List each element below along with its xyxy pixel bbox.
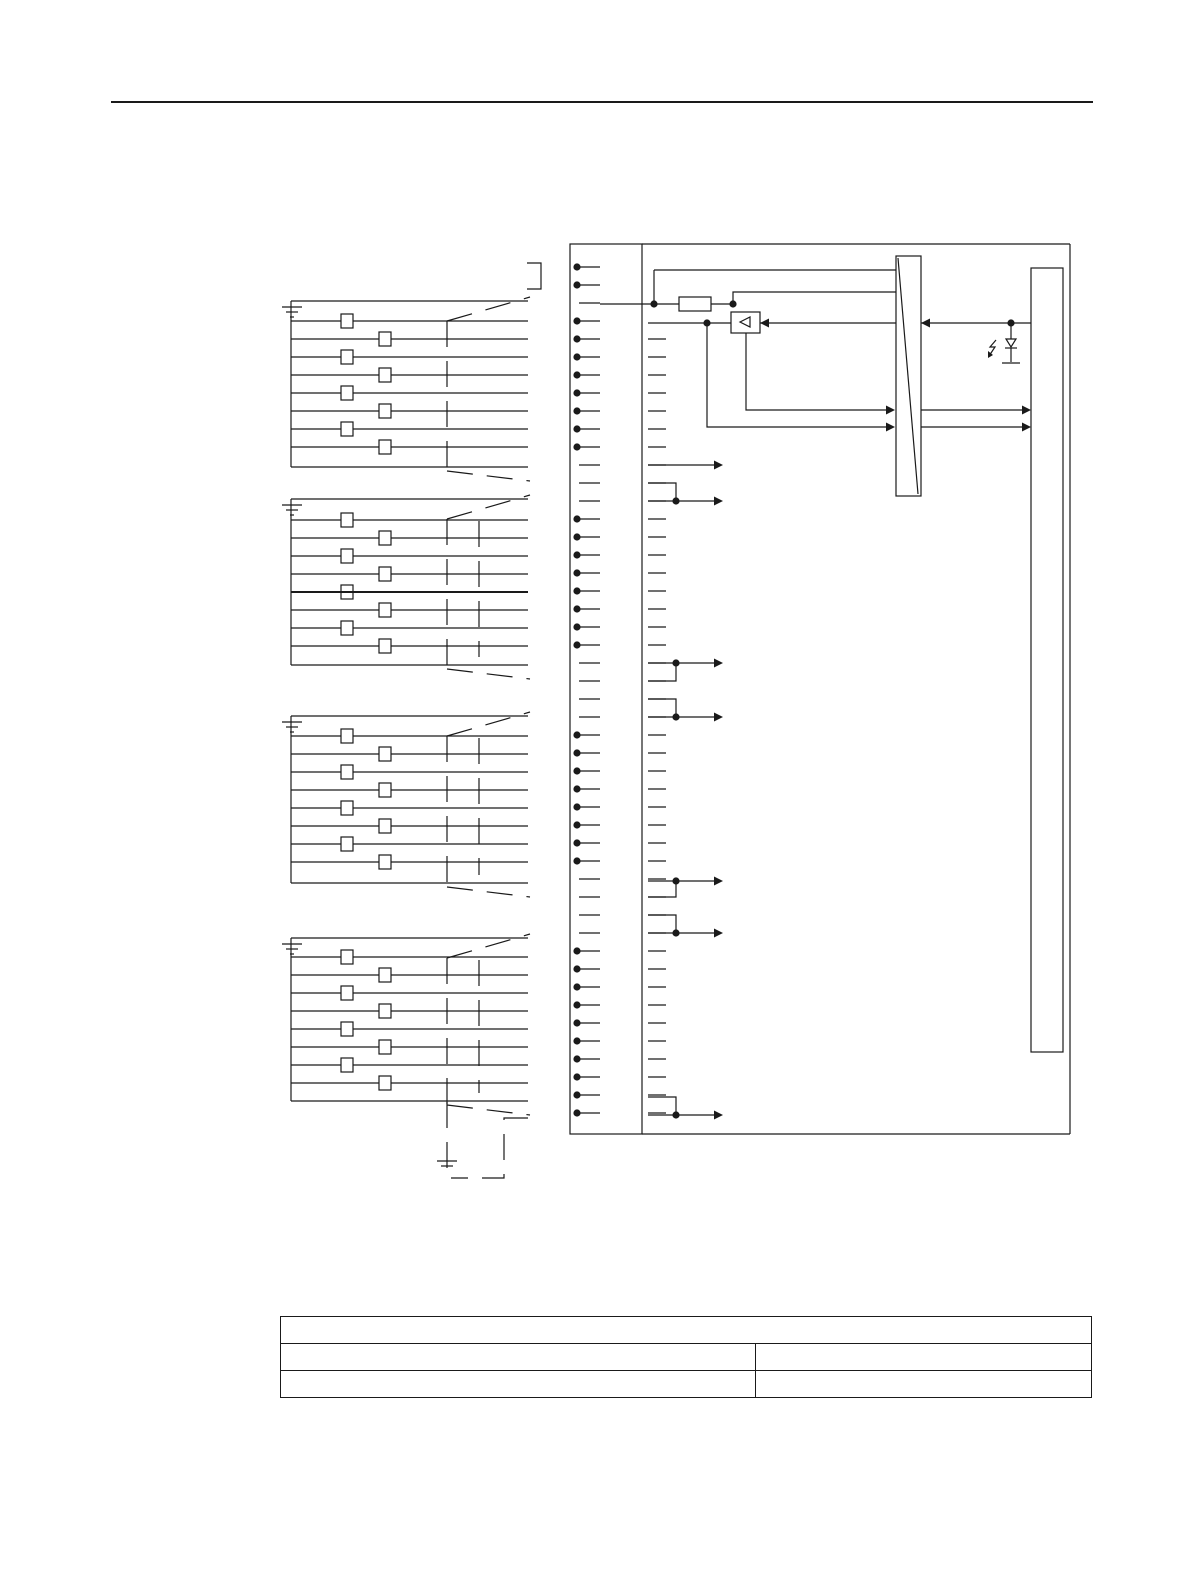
signal-line bbox=[733, 292, 896, 304]
output-line bbox=[648, 881, 676, 897]
junction-dot bbox=[672, 713, 679, 720]
output-line bbox=[648, 1097, 676, 1115]
terminal-dot bbox=[573, 983, 580, 990]
sensor-contact bbox=[341, 386, 353, 400]
terminal-dot bbox=[573, 731, 580, 738]
sensor-contact bbox=[341, 986, 353, 1000]
terminal-dot bbox=[573, 443, 580, 450]
junction-dot bbox=[672, 929, 679, 936]
led-icon bbox=[1006, 339, 1016, 347]
terminal-dot bbox=[573, 821, 580, 828]
sensor-contact bbox=[341, 765, 353, 779]
sensor-contact bbox=[379, 368, 391, 382]
shield-line bbox=[447, 471, 530, 481]
sensor-contact bbox=[379, 440, 391, 454]
terminal-dot bbox=[573, 569, 580, 576]
output-line bbox=[648, 915, 676, 933]
terminal-dot bbox=[573, 533, 580, 540]
output-drive bbox=[648, 1097, 723, 1120]
terminal-dot bbox=[573, 947, 580, 954]
terminal-dot bbox=[573, 407, 580, 414]
output-drive bbox=[648, 659, 723, 682]
arrow-head bbox=[714, 659, 723, 668]
sensor-contact bbox=[341, 350, 353, 364]
resistor bbox=[679, 297, 711, 311]
output-drive bbox=[648, 699, 723, 722]
junction-dot bbox=[672, 1111, 679, 1118]
sensor-contact bbox=[379, 1076, 391, 1090]
sensor-contact bbox=[379, 404, 391, 418]
sensor-contact bbox=[379, 819, 391, 833]
arrow-head bbox=[1022, 406, 1031, 415]
shield-line bbox=[447, 887, 530, 897]
terminal-dot bbox=[573, 623, 580, 630]
arrow-head bbox=[714, 713, 723, 722]
terminal-dot bbox=[573, 335, 580, 342]
terminal-dot bbox=[573, 281, 580, 288]
sensor-contact bbox=[341, 621, 353, 635]
arrow-head bbox=[714, 1111, 723, 1120]
input-group-3 bbox=[282, 712, 530, 897]
sensor-contact bbox=[341, 729, 353, 743]
terminal-dot bbox=[573, 1091, 580, 1098]
terminal-dot bbox=[573, 587, 580, 594]
terminal-dot bbox=[573, 605, 580, 612]
input-group-1 bbox=[282, 297, 530, 481]
module-internal-circuit bbox=[600, 256, 1063, 1120]
sensor-contact bbox=[379, 603, 391, 617]
terminal-block bbox=[570, 244, 1070, 1134]
amplifier bbox=[731, 312, 760, 333]
sensor-contact bbox=[341, 314, 353, 328]
terminal-dot bbox=[573, 965, 580, 972]
terminal-dot bbox=[573, 263, 580, 270]
sensor-contact bbox=[341, 950, 353, 964]
input-group-4 bbox=[282, 934, 530, 1115]
terminal-dot bbox=[573, 1109, 580, 1116]
table-cell bbox=[756, 1344, 1092, 1371]
junction-dot bbox=[672, 659, 679, 666]
terminal-dot bbox=[573, 641, 580, 648]
signal-line bbox=[707, 323, 893, 427]
sensor-contact bbox=[341, 1022, 353, 1036]
shield-line bbox=[447, 669, 530, 679]
sensor-contact bbox=[379, 531, 391, 545]
table-row bbox=[281, 1344, 1092, 1371]
terminal-dot bbox=[573, 1055, 580, 1062]
junction-dot bbox=[672, 497, 679, 504]
terminal-dot bbox=[573, 749, 580, 756]
terminal-dot bbox=[573, 425, 580, 432]
terminal-dot bbox=[573, 551, 580, 558]
sensor-contact bbox=[341, 1058, 353, 1072]
sensor-contact bbox=[379, 1040, 391, 1054]
terminal-dot bbox=[573, 767, 580, 774]
table-cell bbox=[756, 1371, 1092, 1398]
signal-line bbox=[746, 333, 893, 410]
shield-line bbox=[447, 1105, 530, 1115]
sensor-contact bbox=[341, 422, 353, 436]
sensor-contact bbox=[379, 567, 391, 581]
sensor-contact bbox=[341, 837, 353, 851]
terminal-dot bbox=[573, 785, 580, 792]
output-line bbox=[648, 483, 676, 501]
sensor-contact bbox=[379, 783, 391, 797]
terminal-dot bbox=[573, 839, 580, 846]
arrow-head bbox=[921, 319, 930, 328]
terminal-strip bbox=[570, 244, 642, 1134]
sensor-contact bbox=[379, 747, 391, 761]
sensor-contact bbox=[379, 968, 391, 982]
arrow-head bbox=[760, 319, 769, 328]
arrow-head bbox=[1022, 423, 1031, 432]
field-wiring-groups bbox=[282, 263, 541, 1178]
sensor-contact bbox=[341, 549, 353, 563]
table-cell bbox=[281, 1371, 756, 1398]
terminal-dot bbox=[573, 371, 580, 378]
arrow-head bbox=[714, 461, 723, 470]
sensor-contact bbox=[379, 855, 391, 869]
sensor-contact bbox=[379, 639, 391, 653]
sensor-contact bbox=[379, 1004, 391, 1018]
spec-table bbox=[280, 1316, 1092, 1398]
arrow-head bbox=[886, 406, 895, 415]
terminal-dot bbox=[573, 353, 580, 360]
bracket bbox=[527, 263, 541, 289]
terminal-dot bbox=[573, 515, 580, 522]
output-drive bbox=[648, 915, 723, 938]
terminal-dot bbox=[573, 1037, 580, 1044]
table-cell bbox=[281, 1344, 756, 1371]
arrow-head bbox=[714, 877, 723, 886]
sensor-contact bbox=[341, 513, 353, 527]
table-header-row bbox=[281, 1317, 1092, 1344]
arrow-head bbox=[886, 423, 895, 432]
terminal-dot bbox=[573, 1001, 580, 1008]
output-drive bbox=[648, 483, 723, 506]
input-group-2 bbox=[282, 495, 530, 679]
terminal-dot bbox=[573, 1019, 580, 1026]
processor-block bbox=[1031, 268, 1063, 1052]
sensor-contact bbox=[379, 332, 391, 346]
shield-return bbox=[482, 1118, 530, 1178]
terminal-dot bbox=[573, 1073, 580, 1080]
arrow-head bbox=[714, 929, 723, 938]
output-line bbox=[648, 699, 676, 717]
terminal-dot bbox=[573, 317, 580, 324]
table-header-cell bbox=[281, 1317, 1092, 1344]
junction-dot bbox=[672, 877, 679, 884]
arrow-head bbox=[714, 497, 723, 506]
terminal-dot bbox=[573, 857, 580, 864]
sensor-contact bbox=[341, 801, 353, 815]
output-line bbox=[648, 663, 676, 681]
output-drive bbox=[648, 461, 723, 470]
table-row bbox=[281, 1371, 1092, 1398]
terminal-dot bbox=[573, 389, 580, 396]
terminal-dot bbox=[573, 803, 580, 810]
